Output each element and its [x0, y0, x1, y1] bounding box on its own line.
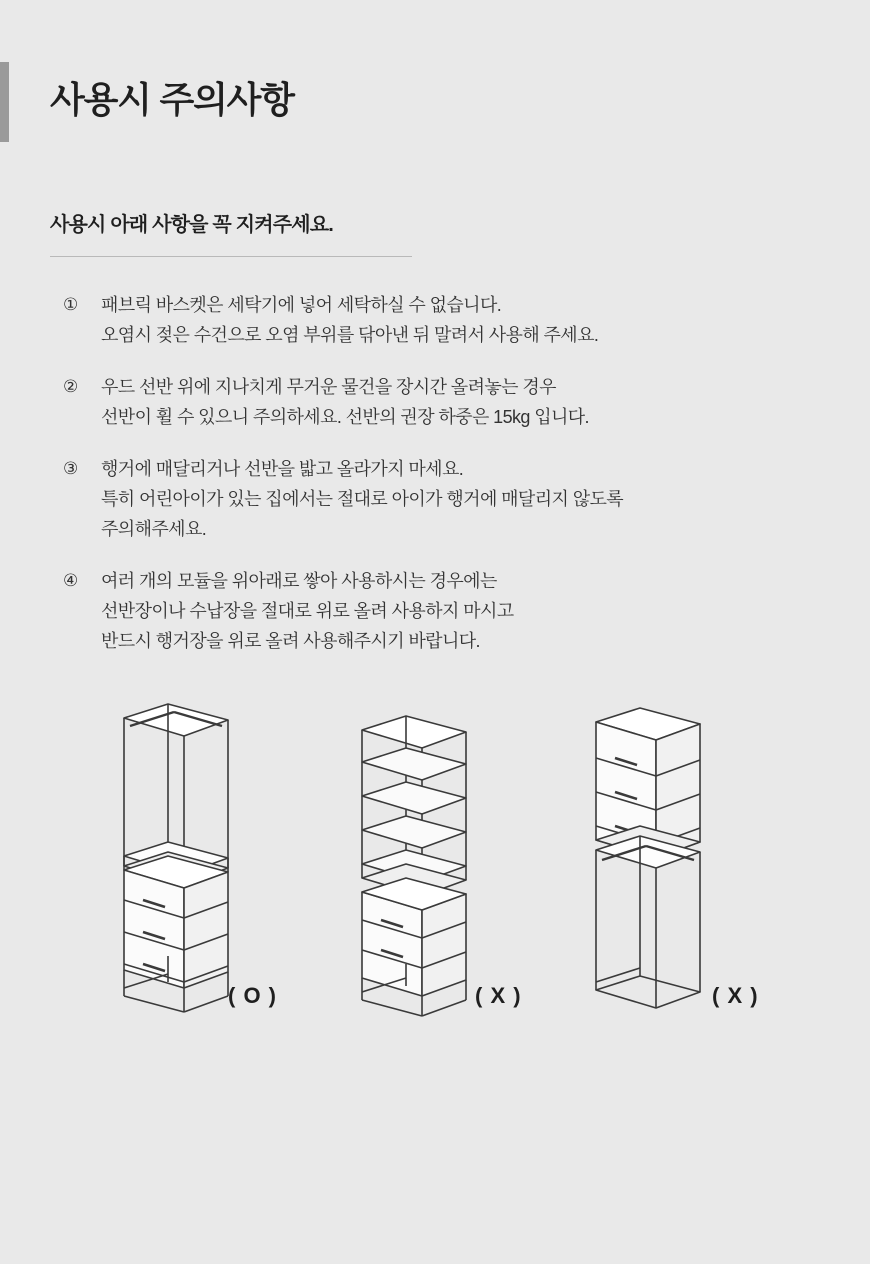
page-title-block [0, 62, 870, 142]
list-item-text [101, 566, 840, 656]
list-item-line: 행거에 매달리거나 선반을 밟고 올라가지 마세요. [101, 459, 464, 479]
list-item-line: 반드시 행거장을 위로 올려 사용해주시기 바랍니다. [101, 631, 480, 651]
list-item [60, 454, 840, 544]
list-item-line: 우드 선반 위에 지나치게 무거운 물건을 장시간 올려놓는 경우 [101, 377, 556, 397]
subheading: 사용시 아래 사항을 꼭 지켜주세요. [50, 214, 334, 236]
list-item-number: ② [63, 377, 79, 396]
list-item-number: ④ [63, 571, 79, 590]
figure-mark-incorrect-1: ( X ) [475, 983, 522, 1008]
notice-list [60, 290, 840, 678]
list-item-line: 오염시 젖은 수건으로 오염 부위를 닦아낸 뒤 말려서 사용해 주세요. [101, 325, 599, 345]
list-item-line: 주의해주세요. [101, 519, 207, 539]
figure-mark-correct: ( O ) [228, 983, 277, 1008]
list-item [60, 566, 840, 656]
figure-shelf-on-top-incorrect [348, 700, 478, 1025]
list-item [60, 290, 840, 350]
figure-drawers-on-top-incorrect [582, 700, 712, 1025]
list-item-line: 여러 개의 모듈을 위아래로 쌓아 사용하시는 경우에는 [101, 571, 497, 591]
list-item-line: 선반이 휠 수 있으니 주의하세요. 선반의 권장 하중은 15kg 입니다. [101, 407, 589, 427]
list-item-line: 패브릭 바스켓은 세탁기에 넣어 세탁하실 수 없습니다. [101, 295, 502, 315]
list-item-number: ① [63, 295, 79, 314]
list-item-text [101, 290, 840, 350]
figure-mark-incorrect-2: ( X ) [712, 983, 759, 1008]
title-accent-bar [0, 62, 9, 142]
list-item-line: 특히 어린아이가 있는 집에서는 절대로 아이가 행거에 매달리지 않도록 [101, 489, 624, 509]
subheading-divider [50, 256, 412, 257]
page-title: 사용시 주의사항 [50, 79, 294, 120]
figure-hanger-on-top-correct [110, 700, 240, 1025]
list-item [60, 372, 840, 432]
list-item-number: ③ [63, 459, 79, 478]
list-item-line: 선반장이나 수납장을 절대로 위로 올려 사용하지 마시고 [101, 601, 514, 621]
figure-strip [0, 700, 870, 1040]
list-item-text [101, 372, 840, 432]
list-item-text [101, 454, 840, 544]
